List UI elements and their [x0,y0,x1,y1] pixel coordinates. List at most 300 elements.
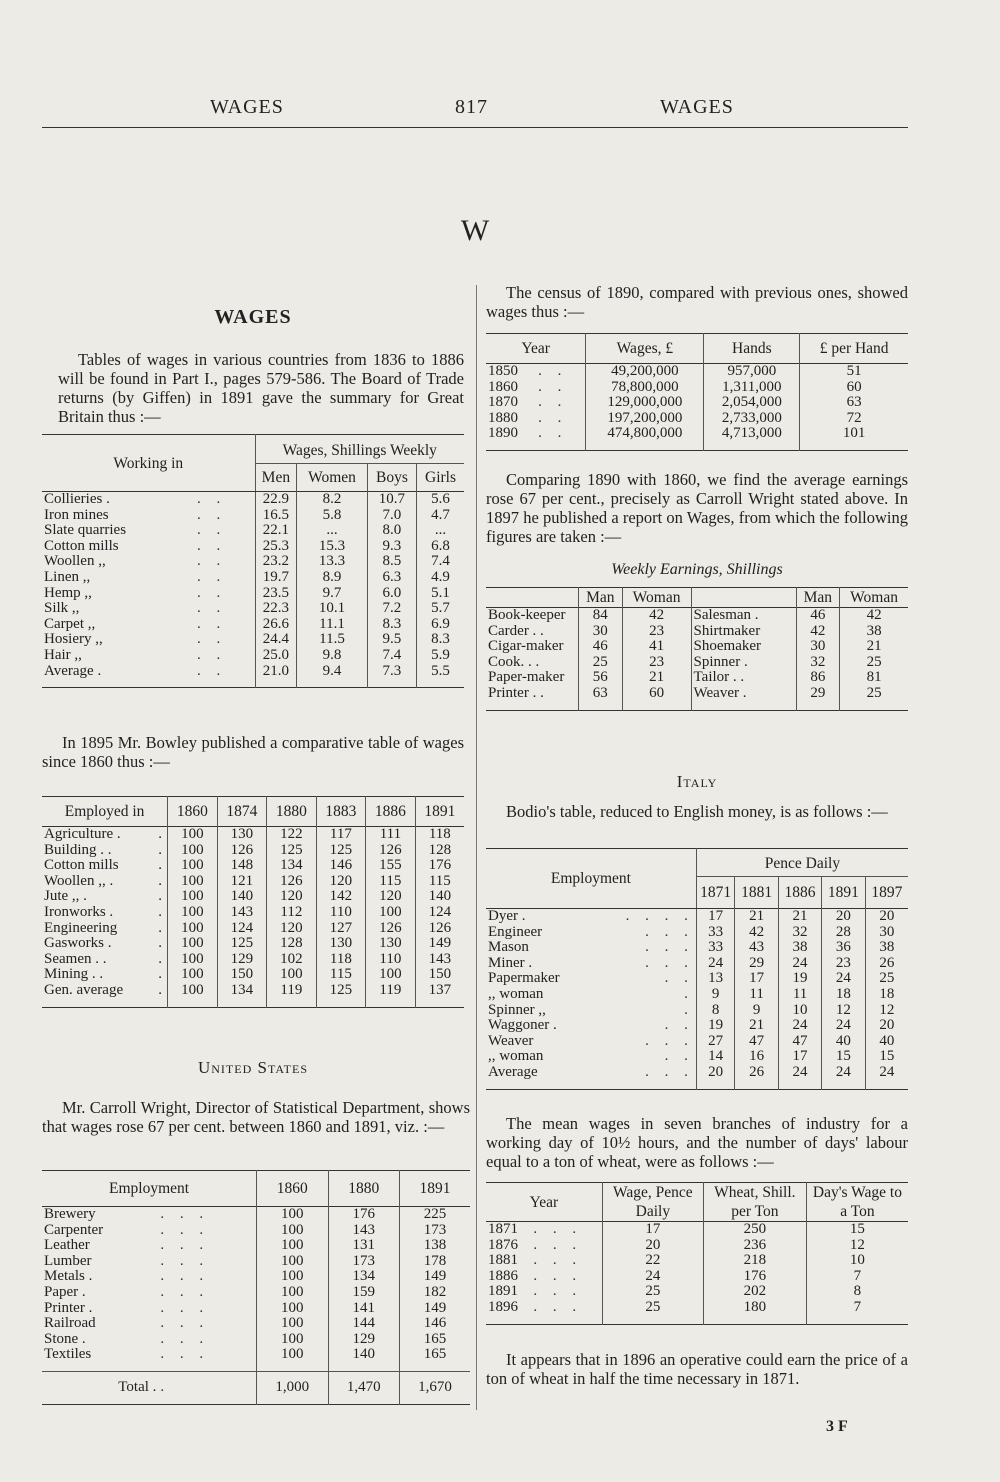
value-1886: 119 [366,983,416,1007]
wage-value: 24 [602,1269,703,1285]
table-row [42,905,464,921]
value-1891: 173 [399,1223,470,1239]
group-wages: Wages, Shillings Weekly [255,435,464,464]
man-value: 25 [579,655,623,671]
wages-value: 197,200,000 [586,411,704,427]
leader-dots: . [158,919,163,936]
girls-value: 5.9 [417,648,464,664]
value-1880: 100 [267,967,317,983]
table-row [486,971,908,987]
table-row [42,983,464,1007]
value-1874: 121 [217,874,267,890]
leader-dots: . [158,841,163,858]
men-value: 22.3 [255,601,297,617]
man-value: 32 [796,655,840,671]
table-row [42,936,464,952]
value-1881: 42 [735,925,778,941]
woman-value: 25 [840,655,908,671]
women-value: 9.8 [297,648,368,664]
value-1860: 100 [168,905,218,921]
table-row [42,874,464,890]
women-value: 5.8 [297,508,368,524]
table-row [42,1269,470,1285]
col-1886: 1886 [778,877,821,909]
women-value: 11.1 [297,617,368,633]
row-label: Metals . [44,1268,93,1285]
value-1891: 150 [415,967,464,983]
days-value: 12 [806,1238,908,1254]
boys-value: 6.0 [367,586,416,602]
total-1880: 1,470 [328,1371,399,1404]
row-label: Paper . [44,1283,86,1300]
table-row [486,1253,908,1269]
hands-value: 4,713,000 [704,426,800,450]
col-1880: 1880 [328,1171,399,1207]
value-1891: 115 [415,874,464,890]
women-value: 8.9 [297,570,368,586]
value-1891: 149 [415,936,464,952]
row-label: Waggoner . [488,1017,557,1034]
row-label: Gen. average [44,981,124,998]
col-working-in: Working in [42,435,255,492]
value-1860: 100 [257,1207,328,1223]
value-1880: 102 [267,952,317,968]
leader-dots: . [158,935,163,952]
woman-value: 21 [840,639,908,655]
wheat-value: 218 [703,1253,806,1269]
table-row [42,1332,470,1348]
occupation: Book-keeper [488,607,566,623]
value-1891: 12 [822,1003,865,1019]
value-1886: 32 [778,925,821,941]
woman-value: 81 [840,670,908,686]
value-1860: 100 [257,1238,328,1254]
boys-value: 8.0 [367,523,416,539]
value-1860: 100 [257,1332,328,1348]
value-1871: 19 [696,1018,735,1034]
men-value: 23.5 [255,586,297,602]
women-value: 11.5 [297,632,368,648]
men-value: 24.4 [255,632,297,648]
table-row [42,617,464,633]
leader-dots: . . [538,425,568,442]
col-days: Day's Wage to a Ton [806,1183,908,1222]
value-1897: 30 [865,925,908,941]
leader-dots: . . [197,662,227,679]
bowley-intro: In 1895 Mr. Bowley published a comparative table of wages since 1860 thus :— [42,733,464,771]
girls-value: 8.3 [417,632,464,648]
table-row [42,952,464,968]
leader-dots: . [158,903,163,920]
value-1897: 20 [865,909,908,925]
row-label: Railroad [44,1315,96,1332]
wheat-value: 236 [703,1238,806,1254]
occupation: Spinner . [691,655,796,671]
row-label: Average [488,1063,538,1080]
man-value: 84 [579,608,623,624]
girls-value: 5.1 [417,586,464,602]
row-label: Iron mines [44,506,109,523]
value-1880: 122 [267,827,317,843]
table-row [42,554,464,570]
value-1880: 141 [328,1301,399,1317]
value-1886: 155 [366,858,416,874]
leader-dots: . . [197,506,227,523]
row-label: ,, woman [488,985,544,1002]
value-1871: 33 [696,940,735,956]
days-value: 8 [806,1284,908,1300]
value-1886: 100 [366,967,416,983]
woman-value: 42 [622,608,691,624]
col-women: Women [297,464,368,492]
hands-value: 2,733,000 [704,411,800,427]
value-1874: 140 [217,889,267,905]
row-year: 1886 [488,1267,518,1284]
wages-value: 78,800,000 [586,380,704,396]
col-1897: 1897 [865,877,908,909]
col-wages: Wages, £ [586,334,704,364]
hands-value: 2,054,000 [704,395,800,411]
value-1891: 126 [415,921,464,937]
table-row [42,921,464,937]
wages-section-title: WAGES [214,306,292,328]
table-row [42,539,464,555]
table-row [42,508,464,524]
table-row [42,1347,470,1371]
wheat-value: 176 [703,1269,806,1285]
row-year: 1880 [488,409,518,426]
giffen-table [42,434,464,688]
boys-value: 8.3 [367,617,416,633]
mean-wages-intro: The mean wages in seven branches of industry for a working day of 10½ hours, and the number of days' labour equal to a ton of wheat, were as follows :— [486,1114,908,1171]
value-1860: 100 [168,827,218,843]
value-1891: 23 [822,956,865,972]
value-1883: 142 [316,889,366,905]
leader-dots: . . [197,615,227,632]
total-label: Total . [118,1378,157,1395]
value-1880: 112 [267,905,317,921]
leader-dots: . . . [160,1330,210,1347]
table-row [42,586,464,602]
leader-dots: . . . [160,1346,210,1363]
leader-dots: . . . [645,1063,694,1080]
wage-value: 20 [602,1238,703,1254]
men-value: 16.5 [255,508,297,524]
value-1860: 100 [168,936,218,952]
leader-dots: . . [197,537,227,554]
leader-dots: . . [197,568,227,585]
table-row [42,648,464,664]
col-year: Year [521,340,550,357]
row-label: Building . . [44,841,112,858]
table-row [42,1238,470,1254]
value-1860: 100 [168,983,218,1007]
col-1886: 1886 [366,797,416,827]
women-value: 9.7 [297,586,368,602]
col-1860: 1860 [168,797,218,827]
row-label: Woollen ,, [44,553,106,570]
value-1897: 40 [865,1034,908,1050]
row-label: Slate quarries [44,522,127,539]
value-1897: 24 [865,1065,908,1089]
value-1880: 129 [328,1332,399,1348]
col-1881: 1881 [735,877,778,909]
value-1891: 182 [399,1285,470,1301]
header-left: WAGES [210,96,284,118]
wheat-value: 202 [703,1284,806,1300]
leader-dots: . [158,857,163,874]
value-1860: 100 [257,1285,328,1301]
value-1860: 100 [257,1316,328,1332]
table-row [486,1269,908,1285]
value-1881: 17 [735,971,778,987]
value-1891: 146 [399,1316,470,1332]
value-1881: 21 [735,909,778,925]
table-row [486,1300,908,1324]
value-1880: 119 [267,983,317,1007]
wages-value: 474,800,000 [586,426,704,450]
leader-dots: . [158,981,163,998]
running-header [0,96,1000,122]
table-row [42,1254,470,1270]
table-row [486,925,908,941]
women-value: 10.1 [297,601,368,617]
value-1881: 21 [735,1018,778,1034]
leader-dots: . [684,985,694,1002]
col-boys: Boys [367,464,416,492]
col-occupation-2 [691,588,796,608]
table-row [42,523,464,539]
days-value: 15 [806,1222,908,1238]
value-1886: 24 [778,1065,821,1089]
woman-value: 23 [622,655,691,671]
value-1874: 124 [217,921,267,937]
value-1891: 138 [399,1238,470,1254]
table-row [486,670,908,686]
value-1874: 143 [217,905,267,921]
value-1886: 11 [778,987,821,1003]
value-1891: 143 [415,952,464,968]
leader-dots: . . [538,378,568,395]
col-employment: Employment [109,1180,190,1197]
table-row [42,889,464,905]
col-wheat: Wheat, Shill. per Ton [703,1183,806,1222]
women-value: 9.4 [297,664,368,688]
value-1880: 120 [267,889,317,905]
value-1874: 134 [217,983,267,1007]
value-1886: 111 [366,827,416,843]
table-row [486,1065,908,1089]
row-label: Cotton mills [44,537,119,554]
boys-value: 9.5 [367,632,416,648]
row-label: Hemp ,, [44,584,92,601]
value-1860: 100 [257,1223,328,1239]
value-1880: 143 [328,1223,399,1239]
girls-value: 5.6 [417,492,464,508]
value-1880: 134 [267,858,317,874]
row-label: ,, woman [488,1048,544,1065]
table-row [486,956,908,972]
per-hand-value: 101 [800,426,908,450]
us-section-title: United States [197,1058,308,1077]
girls-value: 5.7 [417,601,464,617]
leader-dots: . . . [533,1283,583,1300]
value-1860: 100 [168,843,218,859]
value-1886: 130 [366,936,416,952]
leader-dots: . . . [645,939,694,956]
value-1891: 36 [822,940,865,956]
row-year: 1890 [488,425,518,442]
row-label: Carpenter [44,1221,104,1238]
value-1891: 149 [399,1301,470,1317]
leader-dots: . . [538,363,568,379]
leader-dots: . . . [160,1268,210,1285]
woman-value: 25 [840,686,908,710]
table-row [486,655,908,671]
women-value: ... [297,523,368,539]
row-label: Miner . [488,954,533,971]
row-label: Silk ,, [44,600,80,617]
value-1871: 14 [696,1049,735,1065]
col-girls: Girls [417,464,464,492]
boys-value: 7.0 [367,508,416,524]
man-value: 46 [579,639,623,655]
leader-dots: . . [664,1048,694,1065]
leader-dots: . . [664,1017,694,1034]
col-year: Year [529,1193,559,1211]
value-1881: 16 [735,1049,778,1065]
leader-dots: . [158,826,163,842]
row-label: Cotton mills [44,857,119,874]
row-label: Textiles [44,1346,92,1363]
value-1891: 40 [822,1034,865,1050]
table-row [486,987,908,1003]
table-row [486,909,908,925]
value-1897: 15 [865,1049,908,1065]
wheat-value: 180 [703,1300,806,1324]
table-row [486,1018,908,1034]
value-1886: 17 [778,1049,821,1065]
value-1883: 125 [316,983,366,1007]
col-1874: 1874 [217,797,267,827]
bodio-table [486,848,908,1090]
woman-value: 21 [622,670,691,686]
census-intro: The census of 1890, compared with previous ones, showed wages thus :— [486,283,908,321]
table-row [486,395,908,411]
value-1860: 100 [257,1347,328,1371]
row-label: Seamen . . [44,950,107,967]
value-1883: 120 [316,874,366,890]
italy-intro: Bodio's table, reduced to English money, is as follows :— [506,802,888,821]
leader-dots: . . [197,553,227,570]
days-value: 7 [806,1300,908,1324]
leader-dots: . [158,888,163,905]
leader-dots: . . [197,584,227,601]
col-1871: 1871 [696,877,735,909]
col-per-hand: £ per Hand [800,334,908,364]
table-row [486,1238,908,1254]
table-row [486,1222,908,1238]
row-label: Engineering [44,919,118,936]
table-row [42,843,464,859]
value-1881: 9 [735,1003,778,1019]
table-row [42,1207,470,1223]
value-1874: 126 [217,843,267,859]
col-1880: 1880 [267,797,317,827]
value-1886: 38 [778,940,821,956]
hands-value: 1,311,000 [704,380,800,396]
occupation: Tailor . . [691,670,796,686]
value-1881: 29 [735,956,778,972]
leader-dots: . . . [533,1236,583,1253]
woman-value: 60 [622,686,691,710]
boys-value: 7.2 [367,601,416,617]
wages-value: 49,200,000 [586,364,704,380]
row-label: Woollen ,, . [44,872,114,889]
days-value: 7 [806,1269,908,1285]
leader-dots: . [158,950,163,967]
value-1897: 26 [865,956,908,972]
men-value: 25.3 [255,539,297,555]
value-1883: 130 [316,936,366,952]
per-hand-value: 60 [800,380,908,396]
boys-value: 6.3 [367,570,416,586]
col-man: Man [579,588,623,608]
value-1881: 11 [735,987,778,1003]
col-employment: Employment [486,849,696,909]
row-label: Mason [488,939,529,956]
value-1891: 24 [822,1018,865,1034]
per-hand-value: 72 [800,411,908,427]
woman-value: 42 [840,608,908,624]
total-1860: 1,000 [257,1371,328,1404]
value-1871: 27 [696,1034,735,1050]
value-1874: 150 [217,967,267,983]
wage-value: 25 [602,1284,703,1300]
girls-value: 6.9 [417,617,464,633]
table-row [42,632,464,648]
value-1886: 110 [366,952,416,968]
man-value: 30 [579,624,623,640]
row-year: 1871 [488,1221,518,1237]
us-intro: Mr. Carroll Wright, Director of Statistical Department, shows that wages rose 67 per cent. between 1860 and 1891, viz. :— [42,1098,470,1136]
value-1880: 125 [267,843,317,859]
value-1881: 47 [735,1034,778,1050]
value-1897: 38 [865,940,908,956]
table-row [42,858,464,874]
hands-value: 957,000 [704,364,800,380]
wage-value: 25 [602,1300,703,1324]
row-label: Hosiery ,, [44,631,103,648]
table-row [42,492,464,508]
leader-dots: . . . . [625,908,694,924]
men-value: 26.6 [255,617,297,633]
women-value: 8.2 [297,492,368,508]
occupation: Paper-maker [488,669,565,686]
col-occupation [486,588,579,608]
value-1883: 125 [316,843,366,859]
leader-dots: . . . [160,1299,210,1316]
table-row [486,380,908,396]
table-row [486,1034,908,1050]
table-row [486,624,908,640]
value-1880: 134 [328,1269,399,1285]
value-1871: 13 [696,971,735,987]
total-dots: . [160,1378,171,1395]
row-label: Linen ,, [44,568,91,585]
value-1897: 18 [865,987,908,1003]
boys-value: 7.4 [367,648,416,664]
